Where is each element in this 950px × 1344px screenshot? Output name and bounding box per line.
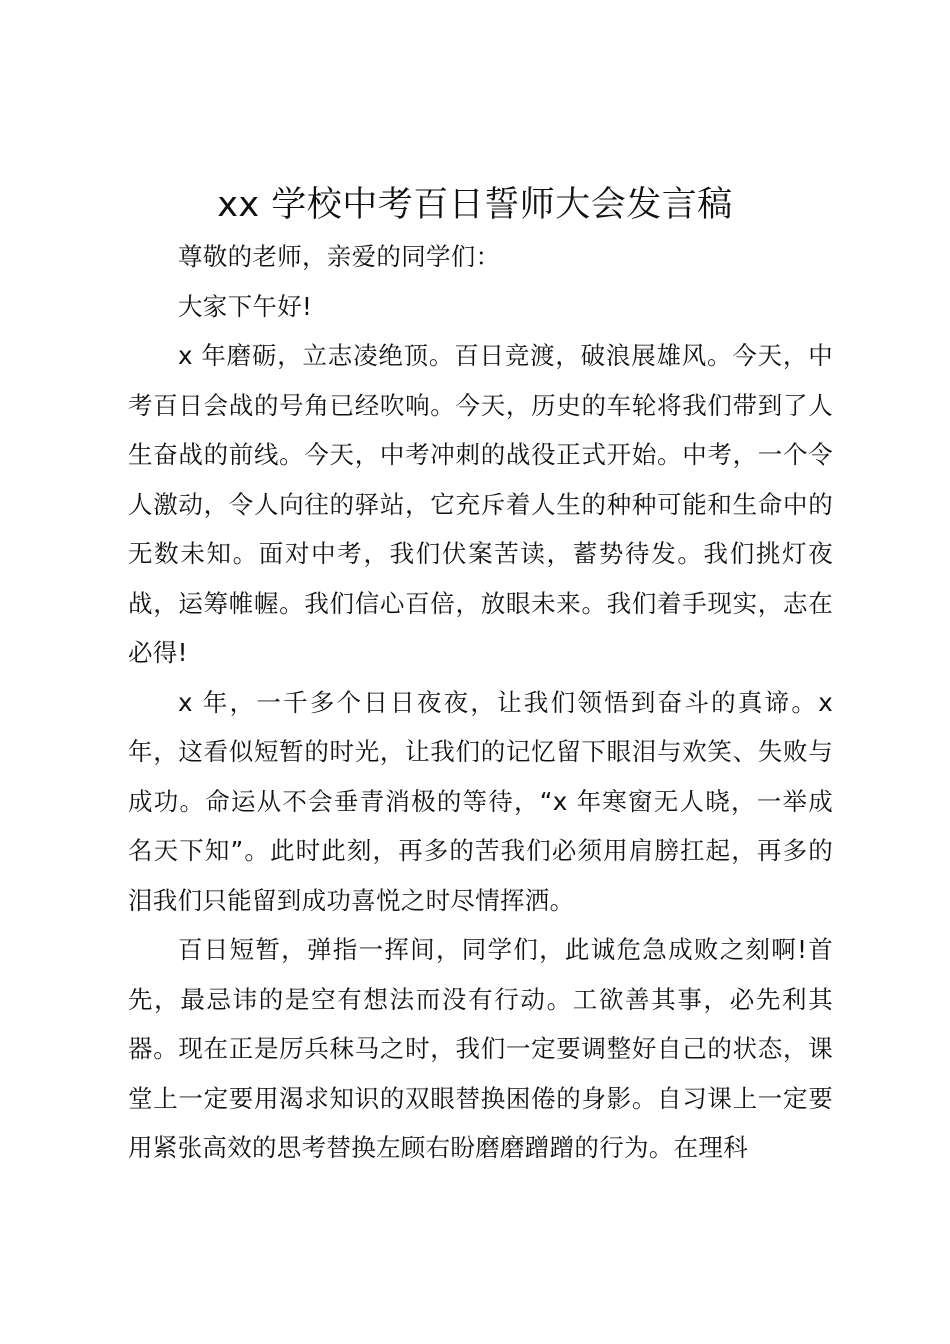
document-title: xx 学校中考百日誓师大会发言稿 [217,185,733,225]
paragraph-greeting: 大家下午好! [178,291,313,321]
document-body [128,232,833,1173]
paragraph-salutation: 尊敬的老师，亲爱的同学们： [178,242,501,271]
paragraph-body-3: 百日短暂，弹指一挥间，同学们，此诚危急成败之刻啊!首先，最忌讳的是空有想法而没有行动。工欲善其事，必先利其器。现在正是厉兵秣马之时，我们一定要调整好自己的状态，课堂上一定要用渴求知识的双眼替换困倦的身影。自习课上一定要用紧张高效的思考替换左顾右盼磨磨蹭蹭的行为。在理科 [128,935,833,1162]
paragraph-body-2: x 年，一千多个日日夜夜，让我们领悟到奋斗的真谛。x 年，这看似短暂的时光，让我们的记忆留下眼泪与欢笑、失败与成功。命运从不会垂青消极的等待，“x 年寒窗无人晓，一举成名天下知”。此时此刻，再多的苦我们必须用肩膀扛起，再多的泪我们只能留到成功喜悦之时尽情挥洒。 [128,687,833,915]
paragraph-body-1: x 年磨砺，立志凌绝顶。百日竞渡，破浪展雄风。今天，中考百日会战的号角已经吹响。今天，历史的车轮将我们带到了人生奋战的前线。今天，中考冲刺的战役正式开始。中考，一个令人激动，令人向往的驿站，它充斥着人生的种种可能和生命中的无数未知。面对中考，我们伏案苦读，蓄势待发。我们挑灯夜战，运筹帷幄。我们信心百倍，放眼未来。我们着手现实，志在必得! [128,341,833,667]
